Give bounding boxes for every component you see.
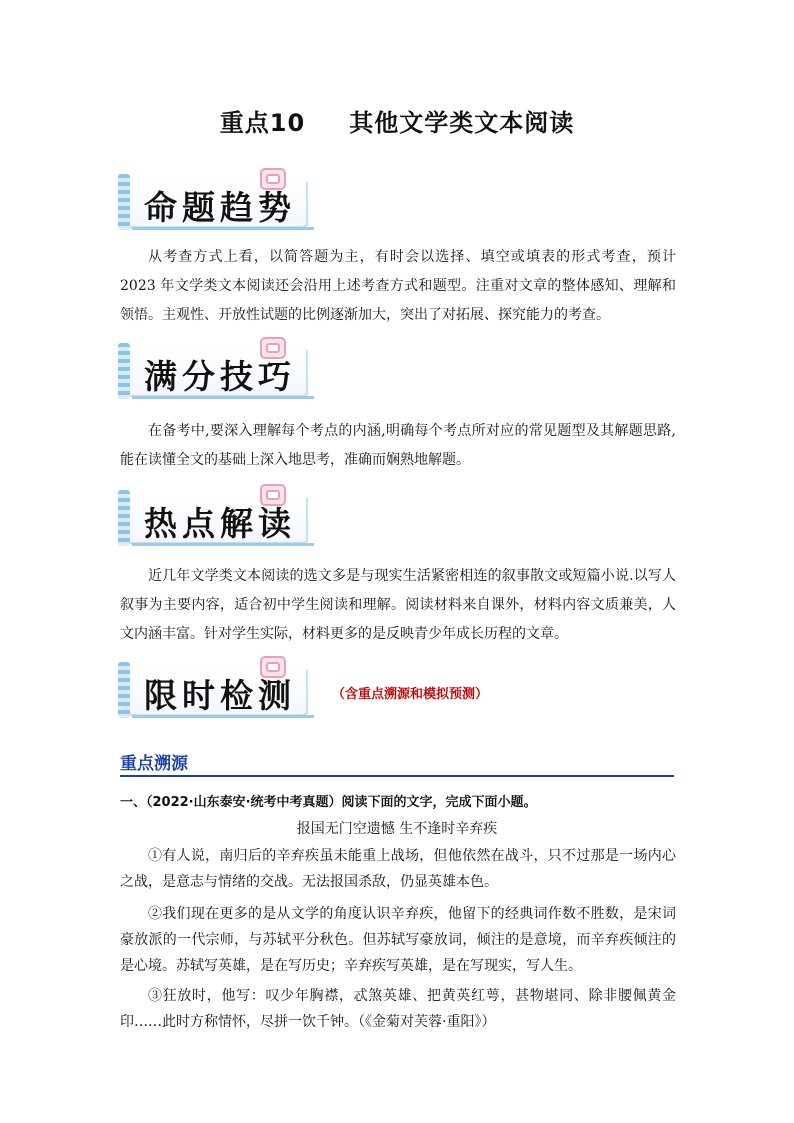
title-prefix: 重点10: [219, 109, 306, 137]
article-paragraph-3: ③狂放时，他写：叹少年胸襟，忒煞英雄、把黄英红萼，甚物堪同、除非腰佩黄金印……此时方称情怀，尽拼一饮千钟。（《金菊对芙蓉·重阳》）: [120, 988, 676, 1030]
test-note: （含重点溯源和模拟预测）: [332, 687, 489, 702]
title-main: 其他文学类文本阅读: [349, 109, 575, 137]
section-heading: 重点溯源: [120, 749, 674, 777]
trend-paragraph: 从考查方式上看，以简答题为主，有时会以选择、填空或填表的形式考查，预计 2023 年文学类文本阅读还会沿用上述考查方式和题型。注重对文章的整体感知、理解和领悟。主观性、开放性试题的比例逐渐加大，突出了对拓展、探究能力的考查。: [120, 249, 676, 323]
article-paragraph-1: ①有人说，南归后的辛弃疾虽未能重上战场，但他依然在战斗，只不过那是一场内心之战，是意志与情绪的交战。无法报国杀敌，仍显英雄本色。: [120, 848, 676, 890]
banner-label: 限时检测: [144, 676, 296, 715]
article-paragraph-2: ②我们现在更多的是从文学的角度认识辛弃疾，他留下的经典词作数不胜数，是宋词豪放派的一代宗师，与苏轼平分秋色。但苏轼写豪放词，倾注的是意境，而辛弃疾倾注的是心境。苏轼写英雄，是在写历史；辛弃疾写英雄，是在写现实，写人生。: [120, 906, 676, 974]
banner-label: 满分技巧: [144, 357, 296, 396]
skills-paragraph: 在备考中,要深入理解每个考点的内涵,明确每个考点所对应的常见题型及其解题思路,能在读懂全文的基础上深入地思考，准确而娴熟地解题。: [120, 423, 676, 468]
banner-skills: [118, 337, 314, 399]
banner-trend: [118, 168, 314, 230]
banner-label: 热点解读: [144, 504, 296, 543]
banner-test: [118, 656, 314, 718]
banner-hotspot: [118, 484, 314, 546]
banner-label: 命题趋势: [144, 188, 296, 227]
hotspot-paragraph: 近几年文学类文本阅读的选文多是与现实生活紧密相连的叙事散文或短篇小说.以写人叙事为主要内容，适合初中学生阅读和理解。阅读材料来自课外，材料内容文质兼美，人文内涵丰富。针对学生实际，材料更多的是反映青少年成长历程的文章。: [120, 568, 676, 642]
article-title: 报国无门空遗憾 生不逢时辛弃疾: [296, 821, 498, 837]
page-title: [0, 103, 794, 138]
question-prompt: 一、（2022·山东泰安·统考中考真题）阅读下面的文字，完成下面小题。: [120, 795, 537, 810]
